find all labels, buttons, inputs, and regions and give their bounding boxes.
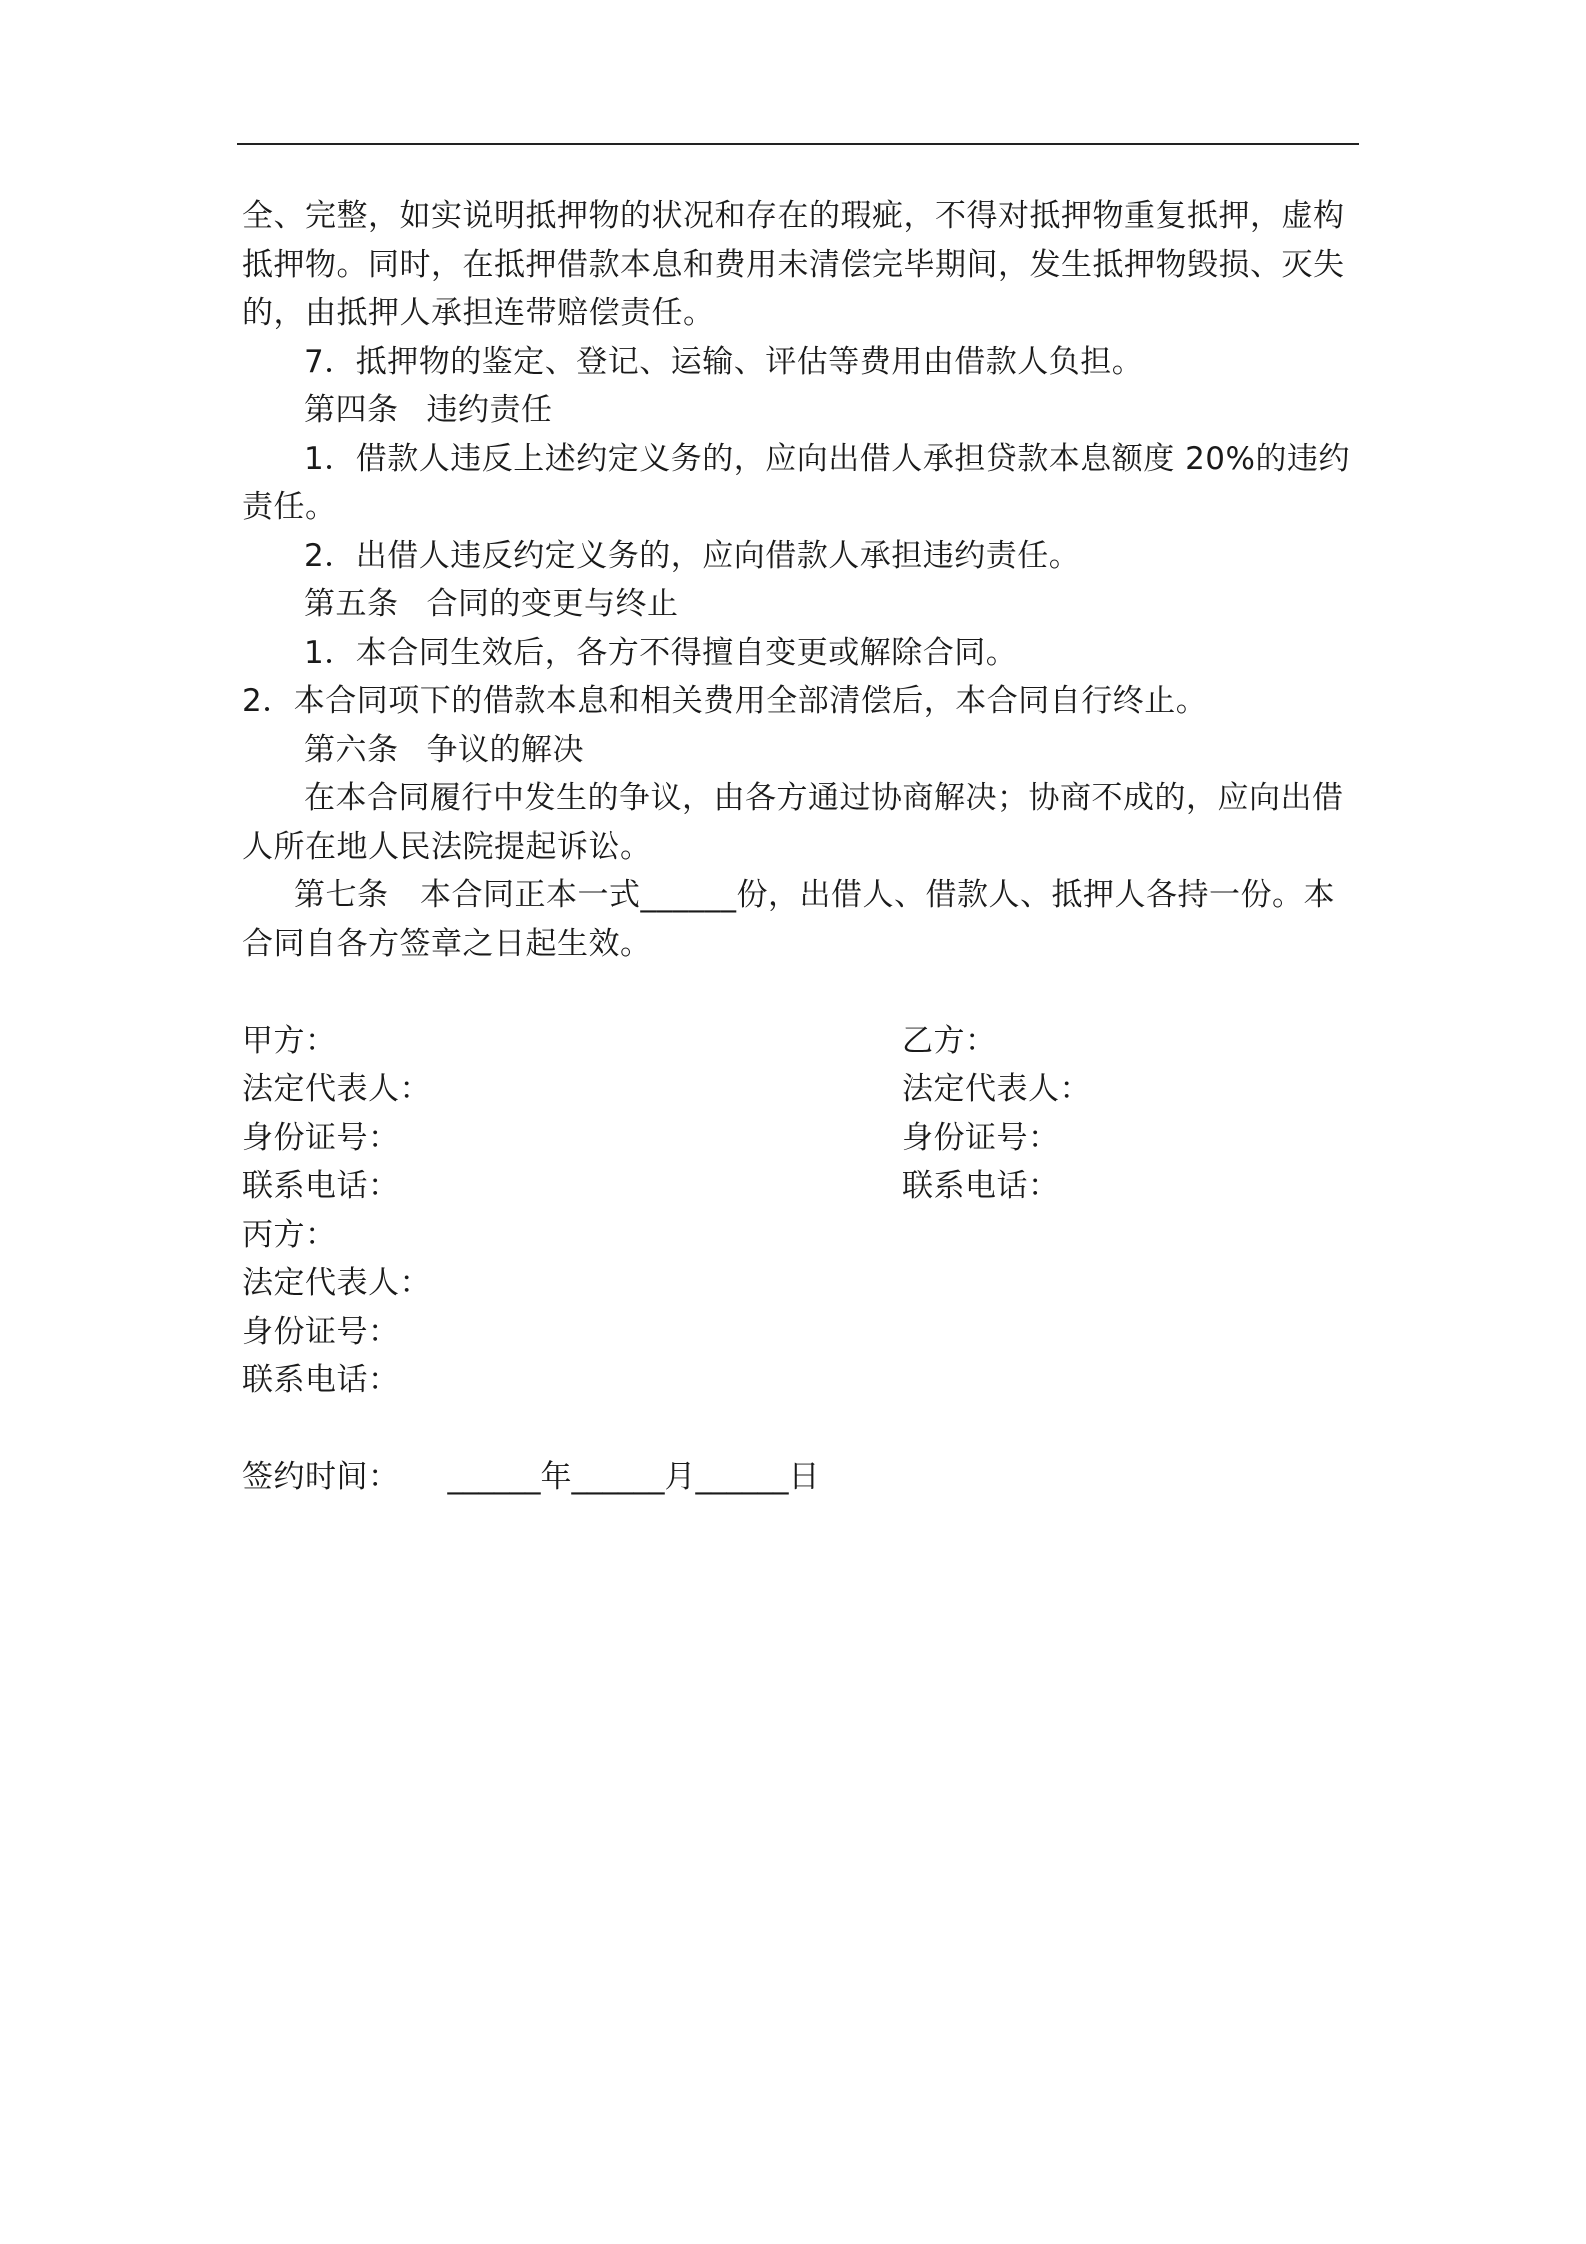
article-5-heading bbox=[242, 580, 1352, 629]
paragraph-breach-2: 2．出借人违反约定义务的，应向借款人承担违约责任。 bbox=[304, 537, 1081, 574]
party-a-phone: 联系电话： bbox=[242, 1168, 400, 1204]
party-c-name: 丙方： bbox=[242, 1216, 337, 1253]
article-number: 第五条 bbox=[304, 586, 399, 622]
party-a-name: 甲方： bbox=[242, 1022, 337, 1059]
paragraph-change-2: 2．本合同项下的借款本息和相关费用全部清偿后，本合同自行终止。 bbox=[242, 683, 1208, 719]
paragraph-clause-7: 7．抵押物的鉴定、登记、运输、评估等费用由借款人负担。 bbox=[304, 343, 1144, 380]
signature-block bbox=[242, 1017, 1352, 1405]
signing-date-line bbox=[242, 1453, 1352, 1502]
signing-date-value: ______年______月______日 bbox=[447, 1459, 820, 1495]
party-b-id: 身份证号： bbox=[902, 1119, 1060, 1156]
paragraph-change-1: 1．本合同生效后，各方不得擅自变更或解除合同。 bbox=[304, 634, 1018, 671]
party-b-phone: 联系电话： bbox=[902, 1168, 1060, 1204]
article-title: 争议的解决 bbox=[426, 731, 584, 768]
paragraph-breach-1: 1．借款人违反上述约定义务的，应向出借人承担贷款本息额度 20%的违约责任。 bbox=[242, 440, 1350, 525]
signing-date-label: 签约时间： bbox=[242, 1459, 400, 1495]
article-title: 违约责任 bbox=[426, 392, 553, 428]
article-title: 合同的变更与终止 bbox=[426, 586, 679, 622]
paragraph-dispute: 在本合同履行中发生的争议，由各方通过协商解决；协商不成的，应向出借人所在地人民法院提起诉讼。 bbox=[242, 780, 1344, 865]
party-c-id: 身份证号： bbox=[242, 1313, 400, 1350]
spacer bbox=[242, 1405, 1352, 1454]
contract-body bbox=[242, 192, 1352, 1502]
party-a-id: 身份证号： bbox=[242, 1119, 400, 1156]
paragraph-mortgage-continued: 全、完整，如实说明抵押物的状况和存在的瑕疵，不得对抵押物重复抵押，虚构抵押物。同时，在抵押借款本息和费用未清偿完毕期间，发生抵押物毁损、灭失的，由抵押人承担连带赔偿责任。 bbox=[242, 198, 1345, 331]
party-a-rep: 法定代表人： bbox=[242, 1071, 431, 1107]
article-number: 第四条 bbox=[304, 392, 399, 428]
spacer bbox=[242, 968, 1352, 1017]
article-number: 第六条 bbox=[304, 731, 399, 768]
article-6-heading bbox=[242, 726, 1352, 775]
party-c-phone: 联系电话： bbox=[242, 1362, 400, 1398]
party-c-rep: 法定代表人： bbox=[242, 1265, 431, 1301]
header-rule bbox=[237, 143, 1359, 145]
party-b-name: 乙方： bbox=[902, 1022, 997, 1059]
party-b-rep: 法定代表人： bbox=[902, 1071, 1091, 1107]
article-4-heading bbox=[242, 386, 1352, 435]
paragraph-article-7: 第七条 本合同正本一式______份，出借人、借款人、抵押人各持一份。本合同自各方签章之日起生效。 bbox=[242, 877, 1335, 962]
